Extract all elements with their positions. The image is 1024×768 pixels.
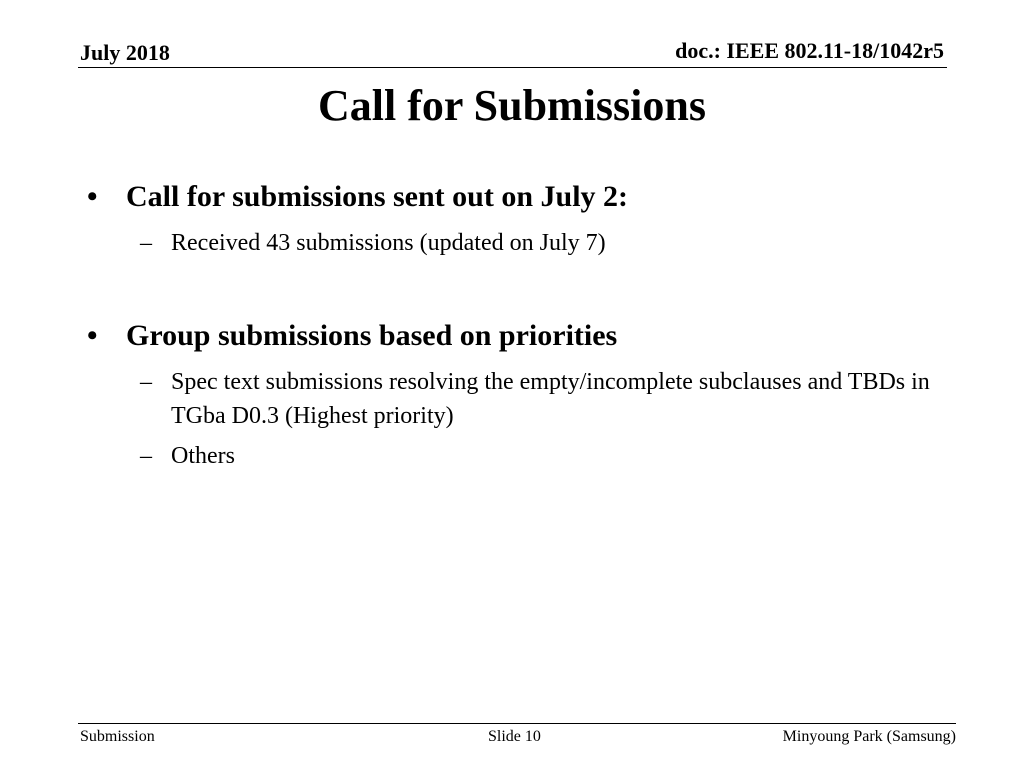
sub-bullet-marker: – xyxy=(140,230,152,256)
bullet-marker: • xyxy=(87,180,98,213)
footer-submission-label: Submission xyxy=(80,728,155,745)
bullet-marker: • xyxy=(87,319,98,352)
header-doc-id: doc.: IEEE 802.11-18/1042r5 xyxy=(675,38,944,63)
sub-bullet-text: Spec text submissions resolving the empty/incomplete subclauses and TBDs in TGba D0.3 (Highest priority) xyxy=(171,369,930,429)
footer-slide-number: Slide 10 xyxy=(488,728,541,745)
bullet-text: Group submissions based on priorities xyxy=(126,319,618,352)
header-divider xyxy=(78,67,947,68)
sub-bullet-marker: – xyxy=(140,443,152,469)
sub-bullet-marker: – xyxy=(140,369,152,395)
footer-author: Minyoung Park (Samsung) xyxy=(782,728,956,745)
slide-title: Call for Submissions xyxy=(318,81,706,130)
sub-bullet-text: Others xyxy=(171,443,235,469)
header-date: July 2018 xyxy=(80,40,170,65)
bullet-text: Call for submissions sent out on July 2: xyxy=(126,180,629,213)
sub-bullet-text: Received 43 submissions (updated on July 7) xyxy=(171,230,606,256)
footer-divider xyxy=(78,723,956,724)
